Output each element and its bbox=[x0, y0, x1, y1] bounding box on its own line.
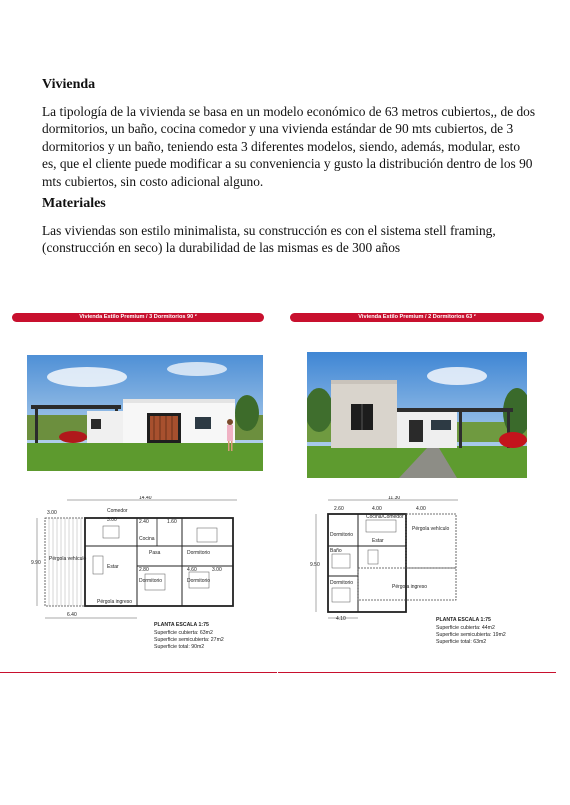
plan-dim-bottom: 6.40 bbox=[67, 612, 77, 618]
floor-plan-2-dormitorios bbox=[308, 496, 538, 626]
plan-dim-side: 9.90 bbox=[31, 560, 41, 566]
plan-label-dormitorio-1: Dormitorio bbox=[330, 532, 354, 538]
plan-label-cocina: Cocina bbox=[139, 536, 155, 542]
plan-dim-top: 11.30 bbox=[388, 496, 401, 501]
surface-cubierta: Superficie cubierta: 44m2 bbox=[436, 625, 495, 631]
plan-label-comedor: Comedor bbox=[107, 508, 128, 514]
plan-label-dormitorio-2: Dormitorio bbox=[330, 580, 354, 586]
plan-label-estar: Estar bbox=[107, 564, 119, 570]
plan-dim-left: 3.00 bbox=[47, 510, 57, 516]
plan-dim-side: 9.50 bbox=[310, 562, 320, 568]
plan-dim-c: 1.60 bbox=[167, 519, 177, 525]
model-banner: Vivienda Estilo Premium / 3 Dormitorios 90 ² bbox=[12, 313, 264, 322]
divider-line bbox=[0, 672, 277, 673]
plan-scale: PLANTA ESCALA 1:75 bbox=[436, 617, 491, 623]
section-paragraph-materiales: Las viviendas son estilo minimalista, su construcción es con el sistema stell framing, (construcción en seco) la durabilidad de las mismas es de 300 años bbox=[42, 223, 496, 256]
divider-line bbox=[278, 672, 556, 673]
model-panel-3-dormitorios bbox=[12, 310, 282, 680]
plan-label-pasa: Pasa bbox=[149, 550, 161, 556]
house-render-image bbox=[27, 355, 263, 471]
plan-dim-e: 4.60 bbox=[187, 567, 197, 573]
plan-dim-b: 3.00 bbox=[107, 517, 117, 523]
plan-label-pergola: Pérgola vehículo bbox=[49, 556, 87, 562]
floor-plan-3-dormitorios bbox=[27, 496, 267, 626]
house-render-image bbox=[307, 352, 527, 478]
plan-label-pergola-ingreso: Pérgola ingreso bbox=[392, 584, 428, 590]
model-banner: Vivienda Estilo Premium / 2 Dormitorios 63 ² bbox=[290, 313, 544, 322]
plan-label-dormitorio-2: Dormitorio bbox=[139, 578, 163, 584]
plan-dim-bottom: 4.10 bbox=[336, 616, 346, 622]
plan-label-estar: Estar bbox=[372, 538, 384, 544]
plan-label-bano: Baño bbox=[330, 548, 342, 554]
plan-label-dormitorio-1: Dormitorio bbox=[187, 550, 211, 556]
surface-cubierta: Superficie cubierta: 63m2 bbox=[154, 630, 213, 636]
plan-info-2-dormitorios bbox=[436, 617, 506, 646]
section-heading-vivienda: Vivienda bbox=[42, 77, 96, 92]
plan-label-cocina-comedor: Cocina/Comedor bbox=[366, 514, 404, 520]
plan-dim-d: 2.80 bbox=[139, 567, 149, 573]
plan-dim-c: 4.00 bbox=[416, 506, 426, 512]
plan-label-dormitorio-3: Dormitorio bbox=[187, 578, 211, 584]
surface-semicubierta: Superficie semicubierta: 19m2 bbox=[436, 632, 506, 638]
plan-dim-a: 2.60 bbox=[334, 506, 344, 512]
section-heading-materiales: Materiales bbox=[42, 196, 106, 211]
plan-info-3-dormitorios bbox=[154, 622, 224, 651]
section-paragraph-vivienda: La tipología de la vivienda se basa en un modelo económico de 63 metros cubiertos,, de dos dormitorios, un baño, cocina comedor y una vivienda estándar de 90 mts cubiertos, de 3 dormitorios y un baño, teniendo esta 3 diferentes modelos, siendo, además, modular, esto es, que el cliente puede modificar a su conveniencia y gusto la distribución dentro de los 90 mts cubiertos, sin costo adicional alguno. bbox=[42, 104, 536, 189]
surface-total: Superficie total: 63m2 bbox=[436, 639, 487, 645]
plan-dim-b: 4.00 bbox=[372, 506, 382, 512]
surface-total: Superficie total: 90m2 bbox=[154, 644, 205, 650]
plan-label-pergola-ingreso: Pérgola ingreso bbox=[97, 599, 133, 605]
plan-dim-f: 3.00 bbox=[212, 567, 222, 573]
plan-dim-a: 2.40 bbox=[139, 519, 149, 525]
surface-semicubierta: Superficie semicubierta: 27m2 bbox=[154, 637, 224, 643]
plan-label-pergola: Pérgola vehículo bbox=[412, 526, 450, 532]
plan-scale: PLANTA ESCALA 1:75 bbox=[154, 622, 209, 628]
plan-dim-top: 14.40 bbox=[139, 496, 152, 501]
model-panel-2-dormitorios bbox=[278, 310, 558, 680]
